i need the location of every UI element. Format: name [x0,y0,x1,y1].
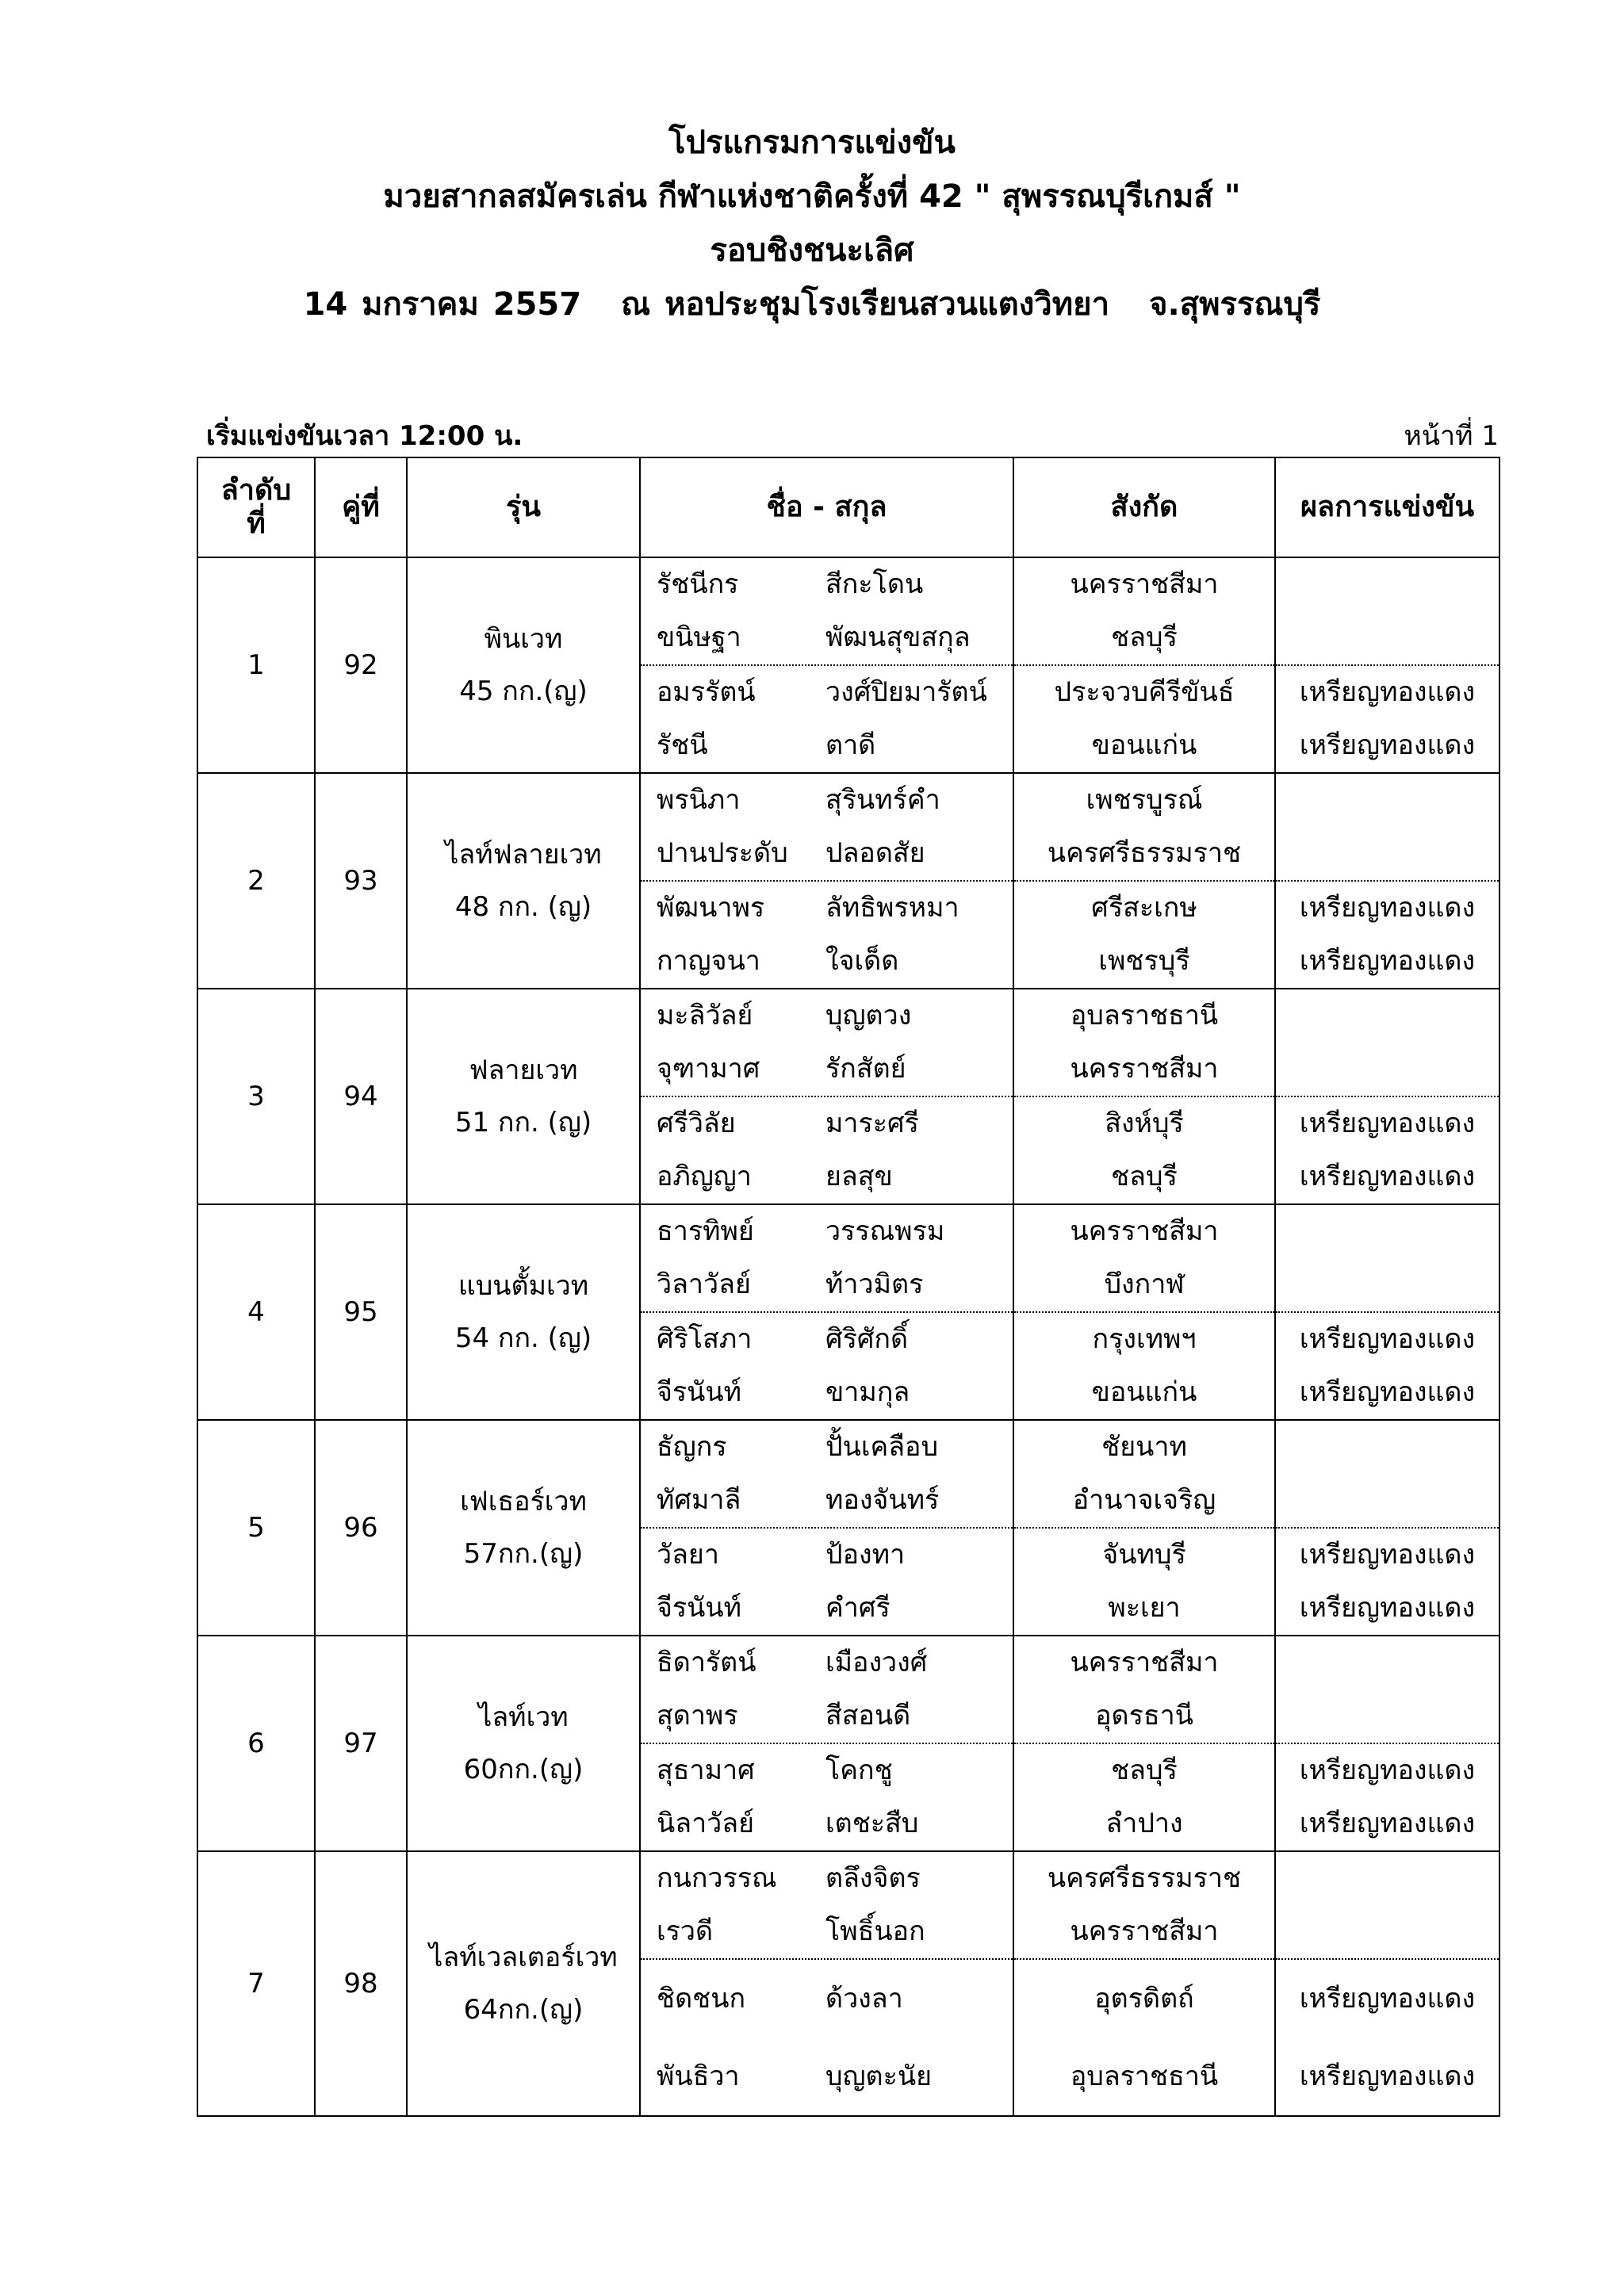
last-name: ยลสุข [825,1161,893,1192]
weight-limit: 48 กก. (ญ) [454,891,592,923]
affiliation: อุดรธานี [1095,1700,1193,1732]
result: เหรียญทองแดง [1299,1755,1476,1786]
affiliation: นครศรีธรรมราช [1047,1862,1242,1894]
row-pair: 97 [315,1636,407,1851]
weight-limit: 54 กก. (ญ) [454,1322,592,1354]
col-order: ลำดับ ที่ [197,457,315,557]
last-name: ขามกุล [825,1376,910,1408]
last-name: ตลึงจิตร [825,1862,921,1894]
bronze-affiliations [1013,1959,1275,2116]
first-name: พรนิภา [657,784,741,816]
final-result [1275,773,1500,881]
table-row [197,1420,1500,1528]
weight-class: ไลท์เวลเตอร์เวท [429,1942,618,1973]
result: เหรียญทองแดง [1299,1108,1476,1139]
first-name: ศรีวิลัย [657,1108,736,1139]
table-row [197,1851,1500,1959]
weight-class: ฟลายเวท [469,1054,578,1086]
bronze-boxers [640,1743,1013,1851]
weight-limit: 64กก.(ญ) [463,1994,584,2026]
affiliation: ชลบุรี [1111,1755,1178,1786]
first-name: สุธามาศ [657,1755,755,1786]
weight-class: ไลท์เวท [478,1701,569,1733]
last-name: ปลอดสัย [825,837,925,869]
bronze-results [1275,1312,1500,1420]
affiliation: ขอนแก่น [1091,1376,1197,1408]
final-boxers [640,1636,1013,1743]
table-header-row [197,457,1500,557]
affiliation: เพชรบูรณ์ [1086,784,1203,816]
last-name: ศิริศักดิ์ [825,1323,909,1355]
event-venue: ณ หอประชุมโรงเรียนสวนแตงวิทยา [621,286,1110,323]
col-result: ผลการแข่งขัน [1275,457,1500,557]
final-boxers [640,1420,1013,1528]
last-name: สีสอนดี [825,1700,911,1732]
bronze-affiliations [1013,665,1275,773]
first-name: ชิดชนก [657,1983,746,2015]
document-title: โปรแกรมการแข่งขัน [668,124,956,161]
affiliation: ชลบุรี [1111,622,1178,653]
final-affiliations [1013,557,1275,665]
first-name: อมรรัตน์ [657,676,756,708]
col-pair: คู่ที่ [315,457,407,557]
last-name: สีกะโดน [825,568,924,600]
final-affiliations [1013,1636,1275,1743]
first-name: อภิญญา [657,1161,752,1192]
final-boxers [640,1204,1013,1312]
affiliation: ขอนแก่น [1091,729,1197,761]
last-name: คำศรี [825,1592,891,1624]
last-name: ลัทธิพรหมา [825,892,959,924]
affiliation: บึงกาฬ [1104,1269,1185,1300]
bronze-boxers [640,1959,1013,2116]
weight-limit: 45 กก.(ญ) [459,675,588,707]
last-name: ป้องทา [825,1539,906,1571]
last-name: ปั้นเคลือบ [825,1431,939,1463]
last-name: ด้วงลา [825,1983,903,2015]
result: เหรียญทองแดง [1299,1539,1476,1571]
document-header [0,124,1624,323]
affiliation: อุบลราชธานี [1070,1000,1219,1031]
affiliation: นครราชสีมา [1070,1647,1219,1678]
bronze-boxers [640,1096,1013,1204]
bronze-results [1275,1096,1500,1204]
result: เหรียญทองแดง [1299,892,1476,924]
row-order: 1 [197,557,315,773]
date-venue-line [0,286,1624,323]
final-result [1275,1636,1500,1743]
last-name: พัฒนสุขสกุล [825,622,971,653]
final-boxers [640,1851,1013,1959]
event-province: จ.สุพรรณบุรี [1149,286,1321,323]
last-name: บุญตวง [825,1000,912,1031]
table-row [197,773,1500,881]
weight-class: เฟเธอร์เวท [460,1486,587,1517]
weight-class: แบนตั้มเวท [458,1270,589,1302]
final-affiliations [1013,1420,1275,1528]
affiliation: นครราชสีมา [1070,1053,1219,1085]
affiliation: นครราชสีมา [1070,568,1219,600]
first-name: ขนิษฐา [657,622,741,653]
first-name: นิลาวัลย์ [657,1808,755,1839]
first-name: พันธิวา [657,2061,740,2092]
first-name: วิลาวัลย์ [657,1269,751,1300]
row-pair: 96 [315,1420,407,1636]
row-weight [407,1851,640,2116]
bronze-results [1275,665,1500,773]
first-name: ธัญกร [657,1431,727,1463]
table-row [197,1636,1500,1743]
affiliation: นครศรีธรรมราช [1047,837,1242,869]
first-name: กาญจนา [657,945,760,977]
first-name: ศิริโสภา [657,1323,753,1355]
last-name: เตชะสืบ [825,1808,919,1839]
first-name: ปานประดับ [657,837,788,869]
last-name: ท้าวมิตร [825,1269,924,1300]
bronze-affiliations [1013,1528,1275,1636]
final-affiliations [1013,989,1275,1096]
final-result [1275,1851,1500,1959]
last-name: ทองจันทร์ [825,1484,940,1516]
event-title: มวยสากลสมัครเล่น กีฬาแห่งชาติครั้งที่ 42 " สุพรรณบุรีเกมส์ " [383,178,1241,215]
result: เหรียญทองแดง [1299,676,1476,708]
row-order: 3 [197,989,315,1204]
affiliation: ลำปาง [1105,1808,1183,1839]
bronze-results [1275,1528,1500,1636]
row-pair: 92 [315,557,407,773]
col-weight: รุ่น [407,457,640,557]
weight-class: พินเวท [484,623,563,655]
row-order: 4 [197,1204,315,1420]
result: เหรียญทองแดง [1299,1161,1476,1192]
row-order: 2 [197,773,315,989]
bronze-boxers [640,665,1013,773]
page-number: หน้าที่ 1 [1404,420,1499,452]
bronze-affiliations [1013,881,1275,989]
col-name: ชื่อ - สกุล [640,457,1013,557]
final-boxers [640,557,1013,665]
final-affiliations [1013,773,1275,881]
row-order: 7 [197,1851,315,2116]
affiliation: อุบลราชธานี [1070,2061,1219,2092]
first-name: เรวดี [657,1915,714,1947]
first-name: สุดาพร [657,1700,738,1732]
row-weight [407,1420,640,1636]
affiliation: ศรีสะเกษ [1091,892,1197,924]
final-boxers [640,773,1013,881]
result: เหรียญทองแดง [1299,729,1476,761]
result: เหรียญทองแดง [1299,1983,1476,2015]
first-name: จีรนันท์ [657,1376,742,1408]
row-weight [407,557,640,773]
bronze-boxers [640,881,1013,989]
bronze-boxers [640,1528,1013,1636]
affiliation: พะเยา [1108,1592,1181,1624]
last-name: วงศ์ปิยมารัตน์ [825,676,987,708]
affiliation: อำนาจเจริญ [1072,1484,1216,1516]
table-row [197,1204,1500,1312]
last-name: โพธิ์นอก [825,1915,925,1947]
affiliation: เพชรบุรี [1098,945,1190,977]
bronze-affiliations [1013,1312,1275,1420]
first-name: กนกวรรณ [657,1862,777,1894]
result: เหรียญทองแดง [1299,1376,1476,1408]
first-name: จีรนันท์ [657,1592,742,1624]
final-result [1275,1204,1500,1312]
row-weight [407,989,640,1204]
bronze-affiliations [1013,1096,1275,1204]
last-name: โคกชู [825,1755,893,1786]
weight-class: ไลท์ฟลายเวท [445,839,602,871]
row-pair: 95 [315,1204,407,1420]
start-time: เริ่มแข่งขันเวลา 12:00 น. [206,420,523,452]
first-name: ธิดารัตน์ [657,1647,756,1678]
weight-limit: 60กก.(ญ) [463,1754,584,1785]
row-pair: 98 [315,1851,407,2116]
affiliation: ชัยนาท [1101,1431,1187,1463]
weight-limit: 51 กก. (ญ) [454,1107,592,1138]
last-name: มาระศรี [825,1108,919,1139]
affiliation: จันทบุรี [1102,1539,1186,1571]
round-title: รอบชิงชนะเลิศ [710,232,914,269]
schedule-meta [206,419,1499,453]
bronze-affiliations [1013,1743,1275,1851]
affiliation: ประจวบคีรีขันธ์ [1054,676,1235,708]
result: เหรียญทองแดง [1299,2061,1476,2092]
final-result [1275,557,1500,665]
first-name: ทัศมาลี [657,1484,741,1516]
first-name: ธารทิพย์ [657,1215,754,1247]
first-name: มะลิวัลย์ [657,1000,753,1031]
last-name: ตาดี [825,729,876,761]
last-name: สุรินทร์คำ [825,784,940,816]
bronze-results [1275,881,1500,989]
table-row [197,557,1500,665]
last-name: เมืองวงศ์ [825,1647,928,1678]
event-date: 14 มกราคม 2557 [303,286,582,323]
bronze-results [1275,1959,1500,2116]
last-name: รักสัตย์ [825,1053,906,1085]
row-weight [407,1204,640,1420]
row-order: 5 [197,1420,315,1636]
first-name: รัชนี [657,729,708,761]
bronze-boxers [640,1312,1013,1420]
affiliation: ชลบุรี [1111,1161,1178,1192]
affiliation: สิงห์บุรี [1105,1108,1184,1139]
row-weight [407,1636,640,1851]
affiliation: นครราชสีมา [1070,1215,1219,1247]
row-weight [407,773,640,989]
result: เหรียญทองแดง [1299,1323,1476,1355]
final-boxers [640,989,1013,1096]
first-name: พัฒนาพร [657,892,765,924]
last-name: วรรณพรม [825,1215,945,1247]
weight-limit: 57กก.(ญ) [463,1538,584,1570]
affiliation: กรุงเทพฯ [1092,1323,1197,1355]
last-name: บุญตะนัย [825,2061,933,2092]
result: เหรียญทองแดง [1299,945,1476,977]
first-name: จุฑามาศ [657,1053,760,1085]
last-name: ใจเด็ด [825,945,899,977]
result: เหรียญทองแดง [1299,1592,1476,1624]
final-result [1275,1420,1500,1528]
final-affiliations [1013,1204,1275,1312]
row-pair: 94 [315,989,407,1204]
first-name: วัลยา [657,1539,719,1571]
bronze-results [1275,1743,1500,1851]
final-result [1275,989,1500,1096]
final-affiliations [1013,1851,1275,1959]
col-affiliation: สังกัด [1013,457,1275,557]
row-pair: 93 [315,773,407,989]
first-name: รัชนีกร [657,568,739,600]
result: เหรียญทองแดง [1299,1808,1476,1839]
affiliation: อุตรดิตถ์ [1094,1983,1194,2015]
schedule-table [197,457,1500,2117]
row-order: 6 [197,1636,315,1851]
table-row [197,989,1500,1096]
affiliation: นครราชสีมา [1070,1915,1219,1947]
